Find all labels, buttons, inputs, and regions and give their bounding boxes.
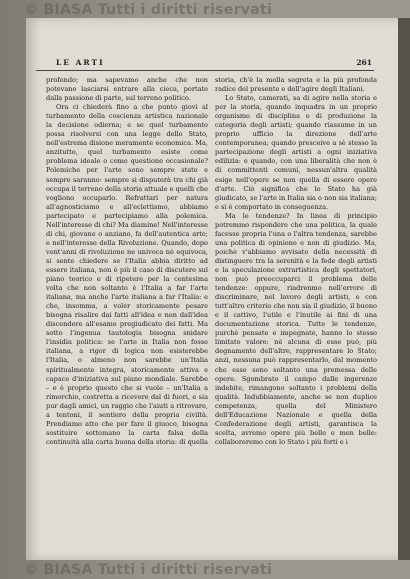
paragraph: storia, ch'è la molla segreta e la più profonda radice del presente e dell'agire degli Italiani. [215,76,377,94]
page-binding-edge [398,18,410,560]
watermark-top: © BIASA Tutti i diritti riservati [24,2,273,18]
right-text-column [215,76,377,447]
paragraph: Lo Stato, camerati, sa di agire nella storia e per la storia, quando inquadra in un proprio organismo di disciplina e di produzione la categoria degli artisti; quando riassume in un proprio ufficio la direzione dell'arte contemporanea; quando presceive a sè stesso la partecipazione degli artisti a ogni iniziativa edilizia: e quando, con una liberalità che non è di committenti comuni, nessun'altra qualità esige nell'opere se non quella di essere opere d'arte. Ciò significa che lo Stato ha già giudicato, se l'arte in Italia sia o non sia italiana; e si è comportato in conseguenza. [215,94,378,211]
paragraph: Ma le tendenze? In linea di principio potremmo rispondere che una politica, la quale facesse propria l'una o l'altra tendenza, sarebbe una politica di opinione e non di giudizio. Ma, poichè v'abbiamo avvisato della necessità di distinguere tra la serenità e la fede degli artisti e la speculazione extrartistica degli spettatori, non può preoccuparci il problema delle tendenze: oppure, riadrenmo nell'errore di discriminare, nel lavoro degli artisti, e con tutt'altro criterio che non sia il giudizio, il buono e il cattivo, l'utile e l'inutile ai fini di una documentazione storica. Tutte le tendenze, purchè pensate e impegnate, hanno lo stesso limitato valore: nè alcuna di esse può, più degnamente dell'altre, rappresentare lo Stato; anzi, nessuna può rappresentarlo, dal momento che esse sono soltanto una premessa delle opere. Sgombrato il campo dalle ingerenze indebite, rimangono soltanto i problemi della qualità. Indubbiamente, anche se non duplice competenza, quella del Ministero dell'Educazione Nazionale e quella della Confederazione degli artisti, garantisca la scelta, avremo opere più belle e men belle: collaboreremo con lo Stato i più forti e i [215,211,377,446]
paragraph: Ora ci chiederà fino a che punto giovi al turbamento della coscienza artistica nazionale la decisione odierna; e se quel turbamento possa risolversi con una legge dello Stato, nell'estrema disione meramente economica. Ma, anzitutto, quel turbamento esiste come problema ideale o come questione occasionale? Polemiche per l'arte sono sempre state e sempre saranno: sempre si disputerà tra chi già occupa il terreno della storia attuale e quelli che vogliono occuparlo. Refrattari per natura all'agnosticismo e all'eclettismo, abbiamo partecipato e partecipiamo alla polemica. Nell'interesse di chi? Ma diamine! Nell'interesse di chi, giovane o anziano, fa dell'autentica arte; e nell'interesse della Rivoluzione. Quando, dopo vent'anni di rivoluzione ne univoca nè equivoca, si sente chiedere se l'Italia abbia diritto ad essere italiana, non è più il caso di discutere sul piano teorico e di ripetere per la centesima volta che non soltanto è l'Italia a far l'arte italiana, ma anche l'arte italiana a far l'Italia: e che, insomma, a voler storicamente pesare bisogna risalire dai fatti all'idea e non dall'idea discendere all'esame pregiudicato dei fatti. Ma sotto l'ingenua tautologia bisogna snidare l'insidia politica: se l'arte in Italia non fosse italiana, a rigor di logica non esisterebbe l'Italia, o almeno non sarebbe un'Italia spiritualmente integra, storicamente attiva e capace d'iniziativa sul piano mondiale. Sarebbe – e è proprio questo che si vuole – un'Italia a rimorchio, costretta a ricevere dal di fuori, e sia pur dagli amici, un raggio che l'aiuti a ritrovare, a tentoni, il sentiero della propria civiltà. Prendiamo atto che per fare il giuoco, bisogna sostituire sottomano la carta falsa della continuità alla carta buona della storia: di quella [46,103,209,446]
journal-title: LE ARTI [56,58,105,67]
paragraph: profondo; ma sapevamo anche che non potevano lasciarsi entrare alla cieca, portate dalla passione di parte, sul terreno politico. [46,76,208,103]
left-text-column [46,76,208,447]
watermark-bottom: © BIASA Tutti i diritti riservati [24,562,273,578]
header-rule [36,70,374,71]
page-number: 261 [356,58,372,67]
